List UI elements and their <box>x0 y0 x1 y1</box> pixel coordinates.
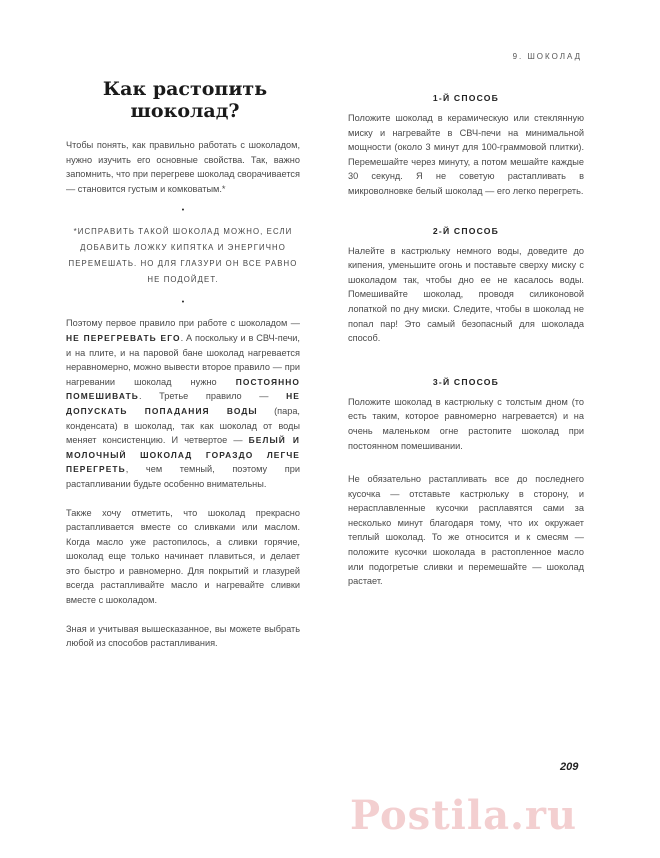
rules-paragraph <box>66 316 300 491</box>
closing-paragraph: Зная и учитывая вышесказанное, вы можете выбрать любой из способов растапливания. <box>66 623 300 649</box>
rules-text-2: . А поскольку и в СВЧ-печи, и на плите, и на паровой бане шоколад нагревается неравномерно, можно вывести второе правило — при нагревании шоколад нужно <box>66 332 300 387</box>
rule-white-milk: БЕЛЫЙ И МОЛОЧНЫЙ ШОКОЛАД ГОРАЗДО ЛЕГЧЕ ПЕРЕГРЕТЬ <box>66 435 300 475</box>
left-column <box>66 138 300 651</box>
rule-no-overheat: НЕ ПЕРЕГРЕВАТЬ ЕГО <box>66 332 181 343</box>
method-3-heading: 3-Й СПОСОБ <box>432 376 500 387</box>
bullet-divider-top: • <box>181 207 185 215</box>
bullet-divider-bottom: • <box>181 299 185 307</box>
method-3-text: Положите шоколад в кастрюльку с толстым дном (то есть таким, которое равномерно нагревается) и на очень маленьком огне растопите шоколад при постоянном помешивании. <box>348 396 584 451</box>
tip-paragraph: Не обязательно растапливать все до последнего кусочка — отставьте кастрюльку в сторону, и нерасплавленные кусочки расплавятся сами за несколько минут благодаря тому, что их окружает теплый шоколад. То же относится и к смесям — положите кусочки шоколада в растопленное масло или подогретые сливки и перемешайте — шоколад растает. <box>348 474 584 587</box>
rules-text-5: , чем темный, поэтому при растапливании будьте особенно внимательны. <box>66 464 300 489</box>
rules-text-1: Поэтому первое правило при работе с шоколадом — <box>66 318 300 329</box>
intro-paragraph: Чтобы понять, как правильно работать с шоколадом, нужно изучить его основные свойства. Так, важно запомнить, что при перегреве шоколад сворачивается — становится густым и комковатым.* <box>66 140 300 194</box>
rule-no-water: НЕ ДОПУСКАТЬ ПОПАДАНИЯ ВОДЫ <box>66 391 300 416</box>
footnote: *ИСПРАВИТЬ ТАКОЙ ШОКОЛАД МОЖНО, ЕСЛИ ДОБАВИТЬ ЛОЖКУ КИПЯТКА И ЭНЕРГИЧНО ПЕРЕМЕШАТЬ. НО ДЛЯ ГЛАЗУРИ ОН ВСЕ РАВНО НЕ ПОДОЙДЕТ. <box>68 227 298 285</box>
butter-paragraph: Также хочу отметить, что шоколад прекрасно растапливается вместе со сливками или маслом. Когда масло уже растопилось, а сливки горячие, шоколад еще только начинает плавиться, и делает это быстро и равномерно. Для покрытий и глазурей всегда растапливайте масло и нагревайте сливки вместе с шоколадом. <box>66 507 300 606</box>
watermark-logo: Postila.ru <box>350 792 578 839</box>
method-1-text: Положите шоколад в керамическую или стеклянную миску и нагревайте в СВЧ-печи на минимальной мощности (около 3 минут для 100-граммовой плитки). Перемешайте через минуту, а потом мешайте каждые 30 секунд. Я не советую растапливать в микроволновке белый шоколад — его легко перегреть. <box>348 113 584 196</box>
right-column <box>348 93 584 589</box>
method-1-heading: 1-Й СПОСОБ <box>432 93 500 103</box>
rules-text-4: (пара, конденсата) в шоколад, так как шоколад от воды меняет консистенцию. И четвертое — <box>66 405 300 446</box>
chapter-header: 9. ШОКОЛАД <box>512 52 582 61</box>
method-2-text: Налейте в кастрюльку немного воды, доведите до кипения, уменьшите огонь и поставьте сверху миску с шоколадом так, чтобы дно ее не касалось воды. Помешивайте шоколад, проводя силиконовой лопаткой по дну миски. Следите, чтобы в шоколад не попал пар! Это самый безопасный для шоколада способ. <box>348 245 584 344</box>
method-2-heading: 2-Й СПОСОБ <box>432 225 500 236</box>
rules-text-3: . Третье правило — <box>138 391 287 402</box>
rule-stir-constantly: ПОСТОЯННО ПОМЕШИВАТЬ <box>66 376 300 402</box>
page-title: Как растопить шоколад? <box>102 78 268 122</box>
page-number: 209 <box>560 761 579 773</box>
